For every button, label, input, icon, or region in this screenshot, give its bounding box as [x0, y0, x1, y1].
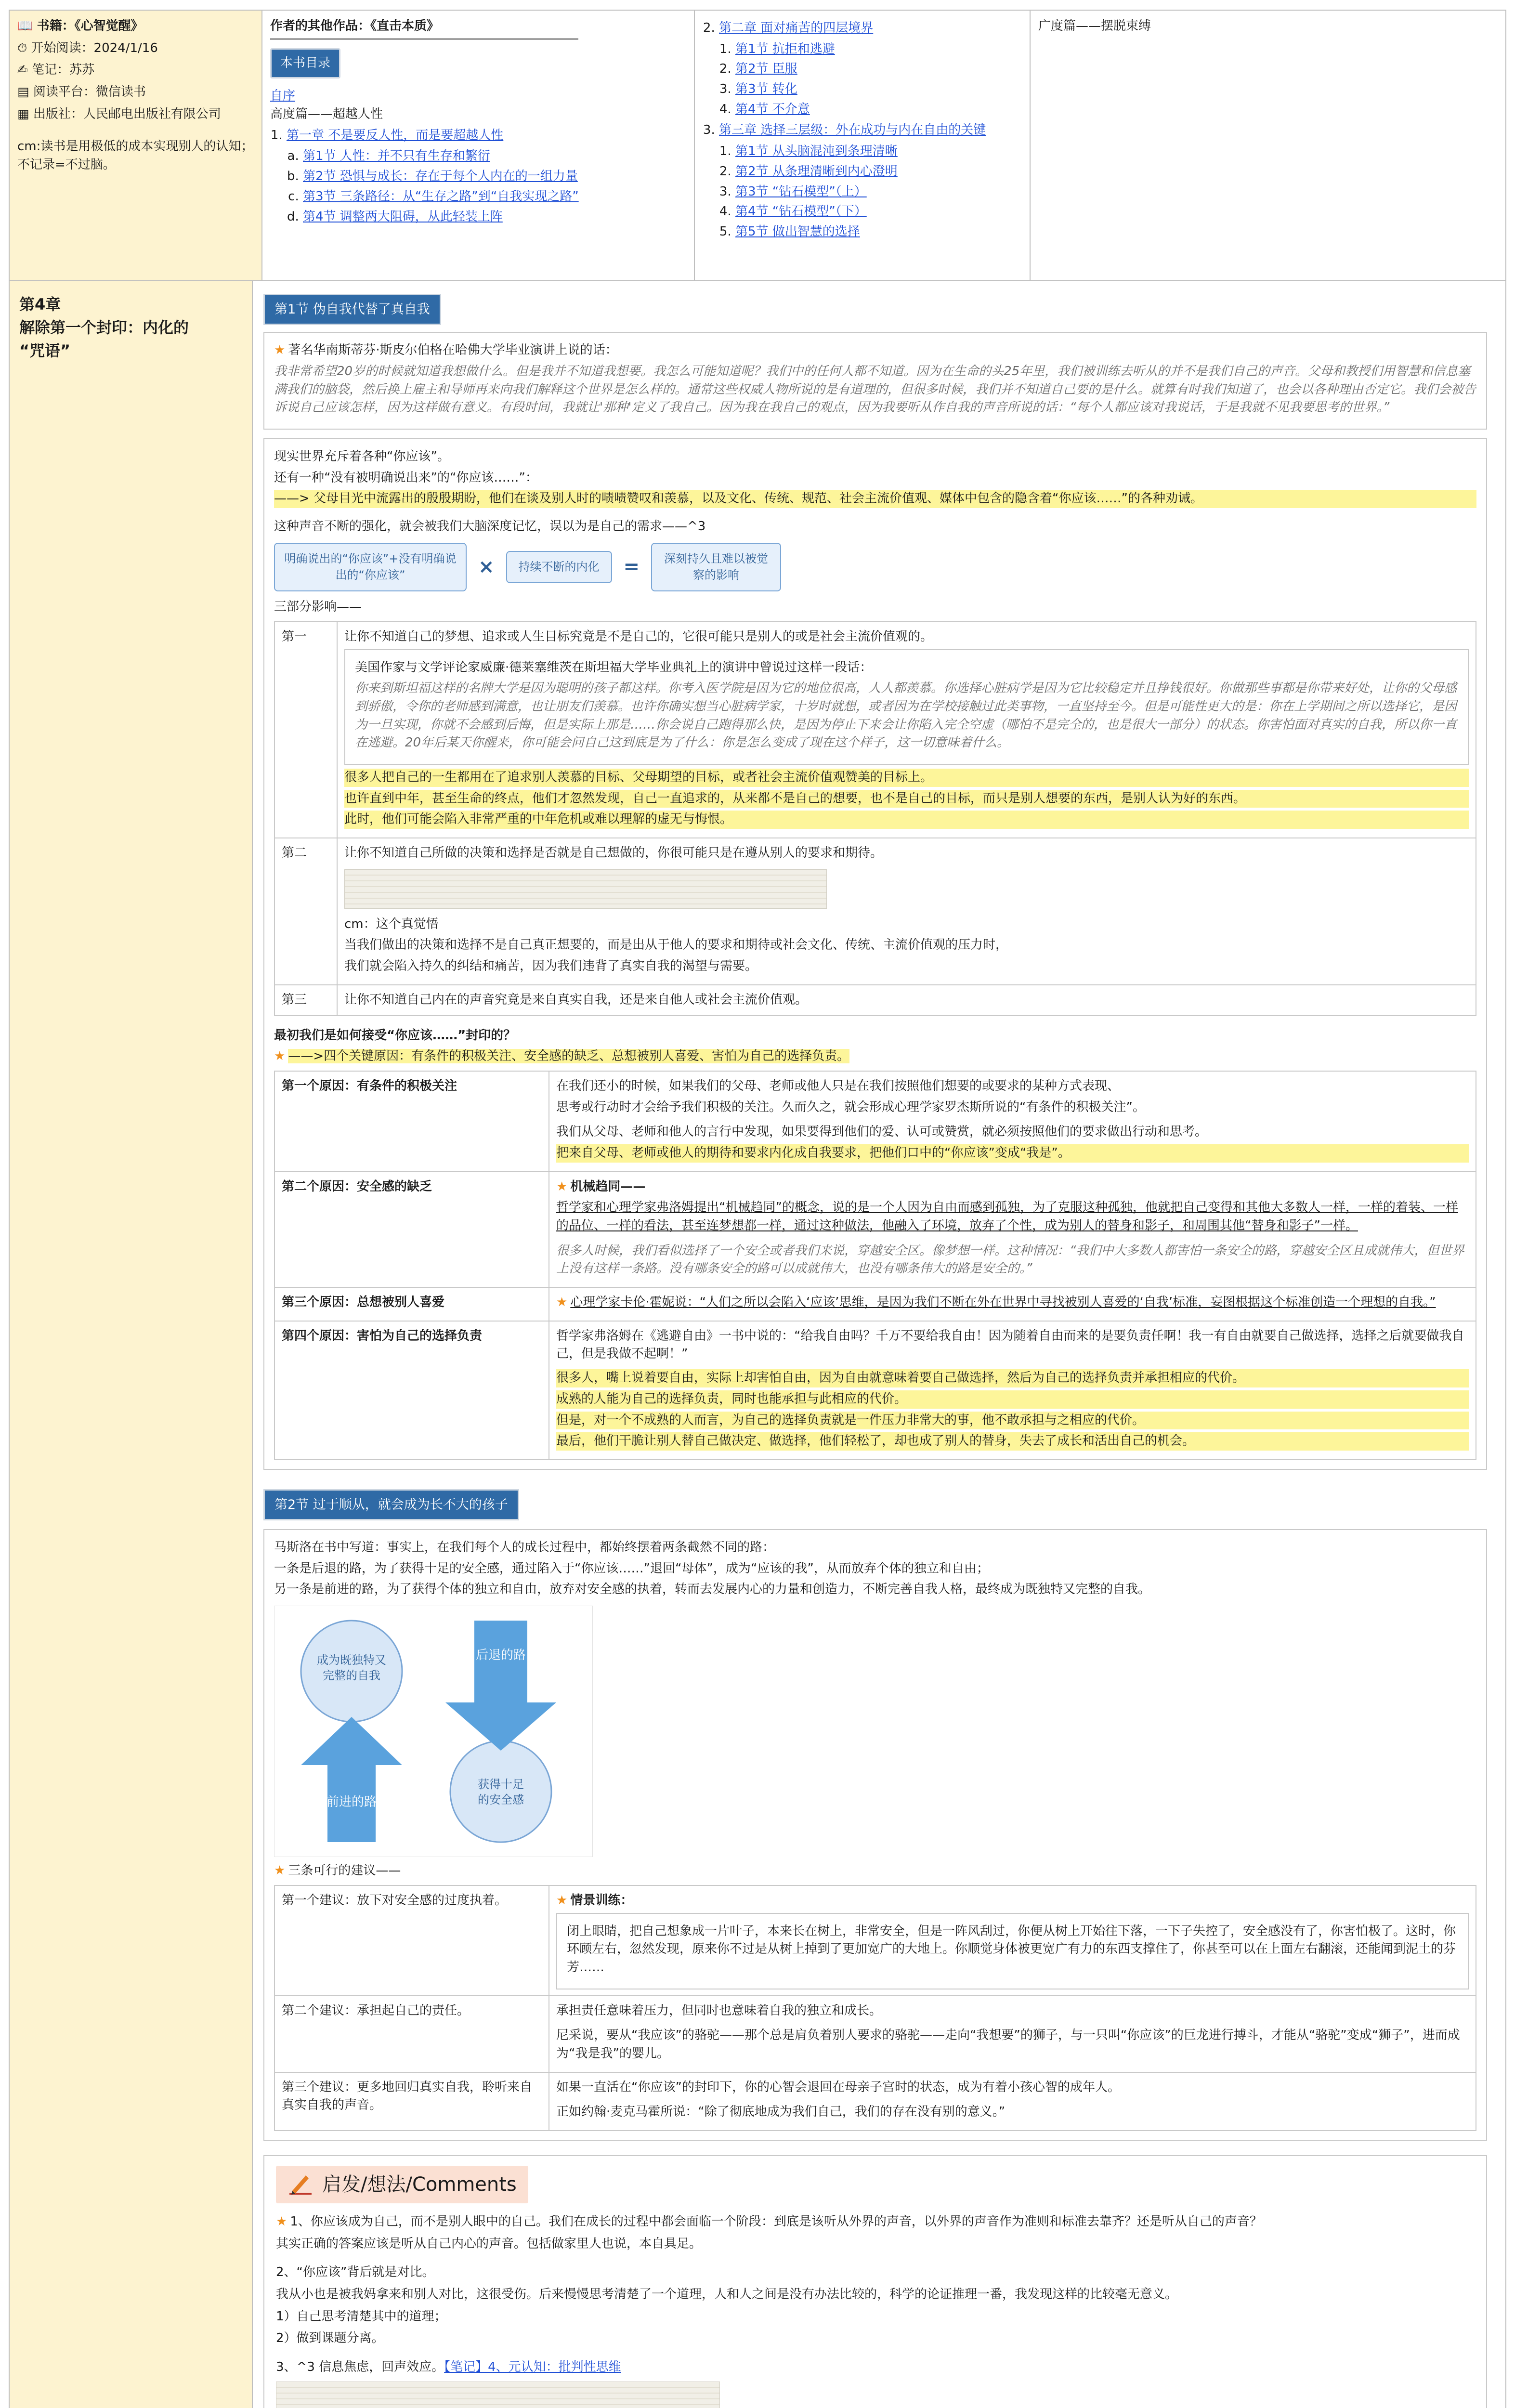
toc-item[interactable]: 第4节 “钻石模型”（下）	[735, 204, 867, 219]
note-author: ✍ 笔记：苏苏	[17, 63, 95, 78]
reasons-table	[274, 1071, 1476, 1460]
highlight-line: 很多人，嘴上说着要自由，实际上却害怕自由，因为自由就意味着要自己做选择，然后为自己的选择负责并承担相应的代价。	[556, 1369, 1469, 1387]
table-row	[274, 622, 1476, 838]
highlight-line: 此时，他们可能会陷入非常严重的中年危机或难以理解的虚无与悔恨。	[344, 811, 1469, 829]
row-line: 哲学家和心理学家弗洛姆提出“机械趋同”的概念，说的是一个人因为自由而感到孤独，为了克服这种孤独，他就把自己变得和其他大多数人一样，一样的着装、一样的品位、一样的看法，甚至连梦想都一样，通过这种做法，他融入了环境，放弃了个性，成为别人的替身和影子，和周围其他“替身和影子”一样。	[556, 1200, 1458, 1233]
row-line: 承担责任意味着压力，但同时也意味着自我的独立和成长。	[556, 2003, 882, 2018]
highlight-line: 但是，对一个不成熟的人而言，为自己的选择负责就是一件压力非常大的事，他不敢承担与之相应的代价。	[556, 1412, 1469, 1430]
star-icon: ★	[276, 2214, 287, 2229]
table-row	[274, 1287, 1476, 1321]
section2-tag: 第2节 过于顺从，就会成为长不大的孩子	[263, 1489, 519, 1520]
toc-button[interactable]: 本书目录	[270, 48, 340, 79]
comment-line: 1）自己思考清楚其中的道理；	[276, 2309, 447, 2324]
row-content	[549, 1287, 1476, 1321]
impacts-table	[274, 621, 1476, 1016]
chapter-content	[253, 281, 1498, 2408]
row-subtitle: 情景训练：	[570, 1893, 633, 1908]
flow-box: 深刻持久且难以被觉察的影响	[651, 543, 781, 592]
toc-item[interactable]: 第2节 臣服	[735, 62, 797, 77]
table-row	[274, 1321, 1476, 1460]
intro-line: 现实世界充斥着各种“你应该”。	[274, 449, 450, 464]
comments-header	[276, 2166, 528, 2203]
toc-item[interactable]: 第5节 做出智慧的选择	[735, 224, 860, 239]
flow-operator: ×	[478, 556, 495, 578]
quote-body: 你来到斯坦福这样的名牌大学是因为聪明的孩子都这样。你考入医学院是因为它的地位很高，人人都羡慕。你选择心脏病学是因为它比较稳定并且挣钱很好。你做那些事都是你带来好处，让你的父母感到骄傲，令你的老师感到满意，也让朋友们羡慕。也许你确实想当心脏病学家，十岁时就想，或者因为在学校接触过此类事物，一直坚持至今。但是可能性更大的是：你在上学期间之所以选择它，是因为一旦实现，你就不会感到后悔，但是实际上那是……你会说自己跑得那么快，是因为停止下来会让你陷入完全空虚（哪怕不是完全的，也是很大一部分）的状态。你害怕面对真实的自我，所以你一直在逃避。20年后某天你醒来，你可能会问自己这到底是为了什么：你是怎么变成了现在这个样子，这一切意味着什么。	[355, 681, 1457, 750]
row-content	[549, 2072, 1476, 2131]
comments-body	[276, 2213, 1475, 2408]
toc-item[interactable]: 第3节 三条路径：从“生存之路”到“自我实现之路”	[303, 189, 579, 204]
critical-thinking-note-link[interactable]: 【笔记】4、元认知：批判性思维	[444, 2360, 621, 2375]
chapter-title	[10, 281, 253, 2408]
quote-body: 我非常希望20岁的时候就知道我想做什么。但是我并不知道我想要。我怎么可能知道呢？我们中的任何人都不知道。因为在生命的头25年里，我们被训练去听从的并不是我们自己的声音。父母和教授们用智慧和信息塞满我们的脑袋，然后换上雇主和导师再来向我们解释这个世界是怎么样的。通常这些权威人物所说的是有道理的，但很多时候，我们并不知道自己要的是什么。就算有时我们知道了，也会以各种理由否定它。我们会被告诉说自己应该怎样，因为这样做有意义。有段时间，我就让'那种'定义了我自己。因为我在我自己的观点，因为我要听从作自我的声音所说的话：“每个人都应该对我说话，于是我就不见我要思考的世界。”	[274, 364, 1476, 415]
chapter1-link[interactable]: 第一章 不是要反人性，而是要超越人性	[287, 128, 504, 143]
row-content	[549, 1885, 1476, 1996]
row-content	[337, 622, 1476, 838]
book-title: 📖 书籍：《心智觉醒》	[17, 19, 144, 33]
row-line: 哲学家弗洛姆在《逃避自由》一书中说的：“给我自由吗？千万不要给我自由！因为随着自由而来的是要负责任啊！我一有自由就要自己做选择，选择之后就要做我自己，但是我做不起啊！”	[556, 1328, 1464, 1361]
table-row	[274, 2072, 1476, 2131]
other-works	[262, 11, 695, 280]
row-key: 第四个原因：害怕为自己的选择负责	[274, 1321, 549, 1460]
diagram-label: 完整的自我	[323, 1669, 380, 1683]
row-line: 心理学家卡伦·霍妮说：“人们之所以会陷入‘应该’思维，是因为我们不断在外在世界中寻找被别人喜爱的‘自我’标准，妄图根据这个标准创造一个理想的自我。”	[570, 1295, 1436, 1310]
preface-link[interactable]: 自序	[270, 89, 296, 104]
toc-item[interactable]: 第4节 不介意	[735, 102, 810, 117]
row-line: 思考或行动时才会给予我们积极的关注。久而久之，就会形成心理学家罗杰斯所说的“有条件的积极关注”。	[556, 1099, 1145, 1114]
star-icon: ★	[274, 1049, 286, 1064]
chapter2-link[interactable]: 第二章 面对痛苦的四层境界	[719, 21, 874, 35]
star-icon: ★	[274, 343, 286, 358]
row-key: 第二个原因：安全感的缺乏	[274, 1172, 549, 1287]
row-key: 第一个原因：有条件的积极关注	[274, 1071, 549, 1172]
table-row	[274, 1071, 1476, 1172]
embedded-note-screenshot	[276, 2382, 720, 2408]
table-row	[274, 1996, 1476, 2072]
why-question: 最初我们是如何接受“你应该……”封印的？	[274, 1028, 516, 1043]
row-line: 正如约翰·麦克马霍所说：“除了彻底地成为我们自己，我们的存在没有别的意义。”	[556, 2105, 1006, 2120]
toc-item[interactable]: 第1节 抗拒和逃避	[735, 41, 835, 56]
toc-item[interactable]: 第3节 转化	[735, 82, 797, 97]
breadth-label: 广度篇——摆脱束缚	[1038, 19, 1151, 33]
row-content	[337, 838, 1476, 985]
toc-continued	[695, 11, 1031, 280]
row-line: 在我们还小的时候，如果我们的父母、老师或他人只是在我们按照他们想要的或要求的某种方式表现、	[556, 1078, 1120, 1093]
diagram-label: 的安全感	[478, 1793, 524, 1807]
toc-item[interactable]: 第1节 人性：并不只有生存和繁衍	[303, 149, 490, 164]
comment-line: 1、你应该成为自己，而不是别人眼中的自己。我们在成长的过程中都会面临一个阶段：到底是该听从外界的声音，以外界的声音作为准则和标准去靠齐？还是听从自己的声音？	[290, 2214, 1262, 2229]
table-row	[274, 985, 1476, 1016]
star-icon: ★	[556, 1179, 568, 1194]
comments-section	[263, 2155, 1487, 2408]
section1-main	[263, 438, 1487, 1470]
comment-line: 3、^3 信息焦虑，回声效应。	[276, 2360, 444, 2375]
table-row	[274, 1172, 1476, 1287]
reading-platform: ▤ 阅读平台：微信读书	[17, 85, 146, 100]
highlight-line: 很多人把自己的一生都用在了追求别人羡慕的目标、父母期望的目标，或者社会主流价值观赞美的目标上。	[344, 769, 1469, 787]
flow-operator: =	[623, 556, 640, 578]
suggestions-table	[274, 1885, 1476, 2131]
toc-item[interactable]: 第2节 从条理清晰到内心澄明	[735, 164, 898, 179]
section2-main	[263, 1529, 1487, 2141]
other-works-label: 作者的其他作品：《直击本质》	[270, 17, 578, 39]
row-line: 如果一直活在“你应该”的封印下，你的心智会退回在母亲子宫时的状态，成为有着小孩心智的成年人。	[556, 2080, 1120, 2094]
row-key: 第一个建议：放下对安全感的过度执着。	[274, 1885, 549, 1996]
deresiewicz-quote	[344, 649, 1469, 765]
row-head: 让你不知道自己所做的决策和选择是否就是自己想做的，你很可能只是在遵从别人的要求和期待。	[344, 846, 883, 861]
row-key: 第三	[274, 985, 337, 1016]
spielberg-quote	[263, 332, 1487, 430]
row-head: 让你不知道自己的梦想、追求或人生目标究竟是不是自己的，它很可能只是别人的或是社会主流价值观的。	[344, 629, 933, 644]
table-row	[274, 838, 1476, 985]
star-icon: ★	[274, 1863, 286, 1878]
row-line: 我们从父母、老师和他人的言行中发现，如果要得到他们的爱、认可或赞赏，就必须按照他们的要求做出行动和思考。	[556, 1125, 1208, 1139]
row-content	[549, 1071, 1476, 1172]
star-icon: ★	[556, 1295, 568, 1310]
scanned-text-image	[344, 869, 827, 909]
row-content	[549, 1172, 1476, 1287]
quote-body: 很多人时候，我们看似选择了一个安全或者我们来说，穿越安全区。像梦想一样。这种情况：“我们中大多数人都害怕一条安全的路，穿越安全区且成就伟大，但世界上没有这样一条路。没有哪条安全的路可以成就伟大，也没有哪条伟大的路是安全的。”	[556, 1243, 1464, 1276]
start-date: ⏱ 开始阅读：2024/1/16	[17, 40, 158, 55]
flow-box: 明确说出的“你应该”+没有明确说出的“你应该”	[274, 543, 467, 592]
highlight-line: 最后，他们干脆让别人替自己做决定、做选择，他们轻松了，却也成了别人的替身，失去了成长和活出自己的机会。	[556, 1432, 1469, 1451]
star-icon: ★	[556, 1893, 568, 1908]
strengthen-line: 这种声音不断的强化，就会被我们大脑深度记忆，误以为是自己的需求——^3	[274, 519, 706, 534]
row-line: 我们就会陷入持久的纠结和痛苦，因为我们违背了真实自我的渴望与需要。	[344, 959, 758, 974]
chapter-title-line: 解除第一个封印：内化的	[19, 318, 189, 337]
toc-item[interactable]: 第4节 调整两大阻碍，从此轻装上阵	[303, 209, 503, 224]
chapter-title-line: “咒语”	[19, 341, 71, 360]
meta-remark: cm:读书是用极低的成本实现别人的认知；不记录=不过脑。	[17, 139, 254, 172]
chapter-block	[9, 281, 1506, 2408]
three-impacts-label: 三部分影响——	[274, 600, 362, 615]
comment-line: 其实正确的答案应该是听从自己内心的声音。包括做家里人也说，本自具足。	[276, 2236, 702, 2251]
row-key: 第三个原因：总想被别人喜爱	[274, 1287, 549, 1321]
row-line: 尼采说，要从“我应该”的骆驼——那个总是肩负着别人要求的骆驼——走向“我想要”的狮子，与一只叫“你应该”的巨龙进行搏斗，才能从“骆驼”变成“狮子”，进而成为“我是我”的婴儿。	[556, 2028, 1460, 2061]
diagram-label: 获得十足	[478, 1778, 524, 1792]
row-key: 第二	[274, 838, 337, 985]
quote-head: 著名华南斯蒂芬·斯皮尔伯格在哈佛大学毕业演讲上说的话：	[288, 343, 618, 358]
comments-title: 启发/想法/Comments	[322, 2173, 517, 2196]
comment-line: 2）做到课题分离。	[276, 2331, 384, 2346]
internalization-flow	[274, 543, 1476, 592]
row-content	[549, 1996, 1476, 2072]
sec2-line: 马斯洛在书中写道：事实上，在我们每个人的成长过程中，都始终摆着两条截然不同的路：	[274, 1540, 775, 1555]
sec2-line: 另一条是前进的路，为了获得个体的独立和自由，放弃对安全感的执着，转而去发展内心的力量和创造力，不断完善自我人格，最终成为既独特又完整的自我。	[274, 1582, 1151, 1597]
book-meta	[10, 11, 262, 280]
two-paths-diagram	[274, 1606, 593, 1857]
comment-line: 我从小也是被我妈拿来和别人对比，这很受伤。后来慢慢思考清楚了一个道理，人和人之间是没有办法比较的，科学的论证推理一番，我发现这样的比较毫无意义。	[276, 2287, 1178, 2302]
book-header	[9, 10, 1506, 281]
toc-item[interactable]: 第3节 “钻石模型”（上）	[735, 184, 867, 199]
scenario-box	[556, 1913, 1469, 1989]
diagram-label: 前进的路	[326, 1795, 377, 1810]
section1-tag: 第1节 伪自我代替了真自我	[263, 294, 441, 325]
diagram-label: 后退的路	[475, 1648, 526, 1663]
row-line: 当我们做出的决策和选择不是自己真正想要的，而是出从于他人的要求和期待或社会文化、传统、主流价值观的压力时，	[344, 938, 1008, 953]
chapter3-link[interactable]: 第三章 选择三层级：外在成功与内在自由的关键	[719, 123, 986, 138]
flow-box: 持续不断的内化	[506, 551, 612, 583]
breadth-section	[1031, 11, 1498, 280]
highlight-line: 把来自父母、老师或他人的期待和要求内化成自我要求，把他们口中的“你应该”变成“我是”。	[556, 1144, 1469, 1163]
row-content	[549, 1321, 1476, 1460]
cm-note: cm：这个真觉悟	[344, 916, 439, 931]
row-key: 第一	[274, 622, 337, 838]
highlight-line: 也许直到中年，甚至生命的终点，他们才忽然发现，自己一直追求的，从来都不是自己的想要，也不是自己的目标，而只是别人想要的东西，是别人认为好的东西。	[344, 790, 1469, 808]
row-content: 让你不知道自己内在的声音究竟是来自真实自我，还是来自他人或社会主流价值观。	[337, 985, 1476, 1016]
row-line: 闭上眼睛，把自己想象成一片叶子，本来长在树上，非常安全，但是一阵风刮过，你便从树上开始往下落，一下子失控了，安全感没有了，你害怕极了。这时，你环顾左右，忽然发现，原来你不过是从树上掉到了更加宽广的大地上。你顺觉身体被更宽广有力的东西支撑住了，你甚至可以在上面左右翻滚，还能闻到泥土的芬芳……	[567, 1924, 1456, 1975]
row-subtitle: 机械趋同——	[570, 1179, 646, 1194]
diagram-label: 成为既独特又	[317, 1653, 386, 1667]
publisher: ▦ 出版社：人民邮电出版社有限公司	[17, 106, 221, 121]
table-row	[274, 1885, 1476, 1996]
suggestions-label: 三条可行的建议——	[288, 1863, 401, 1878]
row-key: 第三个建议：更多地回归真实自我，聆听来自真实自我的声音。	[274, 2072, 549, 2131]
row-key: 第二个建议：承担起自己的责任。	[274, 1996, 549, 2072]
chapter-number: 第4章	[19, 295, 61, 314]
highlight-line: 成熟的人能为自己的选择负责，同时也能承担与此相应的代价。	[556, 1390, 1469, 1409]
why-answer: ——>四个关键原因：有条件的积极关注、安全感的缺乏、总想被别人喜爱、害怕为自己的选择负责。	[288, 1049, 850, 1064]
comment-line: 2、“你应该”背后就是对比。	[276, 2265, 435, 2280]
part-label: 高度篇——超越人性	[270, 107, 383, 122]
sec2-line: 一条是后退的路，为了获得十足的安全感，通过陷入于“你应该……”退回“母体”，成为“应该的我”，从而放弃个体的独立和自由；	[274, 1561, 989, 1576]
quote-source: 美国作家与文学评论家威廉·德莱塞维茨在斯坦福大学毕业典礼上的演讲中曾说过这样一段话：	[355, 660, 873, 675]
intro-line: 还有一种“没有被明确说出来”的“你应该……”：	[274, 470, 538, 485]
toc-item[interactable]: 第2节 恐惧与成长：存在于每个人内在的一组力量	[303, 169, 578, 184]
intro-highlight: ——> 父母目光中流露出的殷殷期盼，他们在谈及别人时的啧啧赞叹和羡慕，以及文化、传统、规范、社会主流价值观、媒体中包含的隐含着“你应该……”的各种劝诫。	[274, 490, 1476, 508]
pencil-icon	[287, 2172, 313, 2198]
toc-item[interactable]: 第1节 从头脑混沌到条理清晰	[735, 144, 898, 159]
